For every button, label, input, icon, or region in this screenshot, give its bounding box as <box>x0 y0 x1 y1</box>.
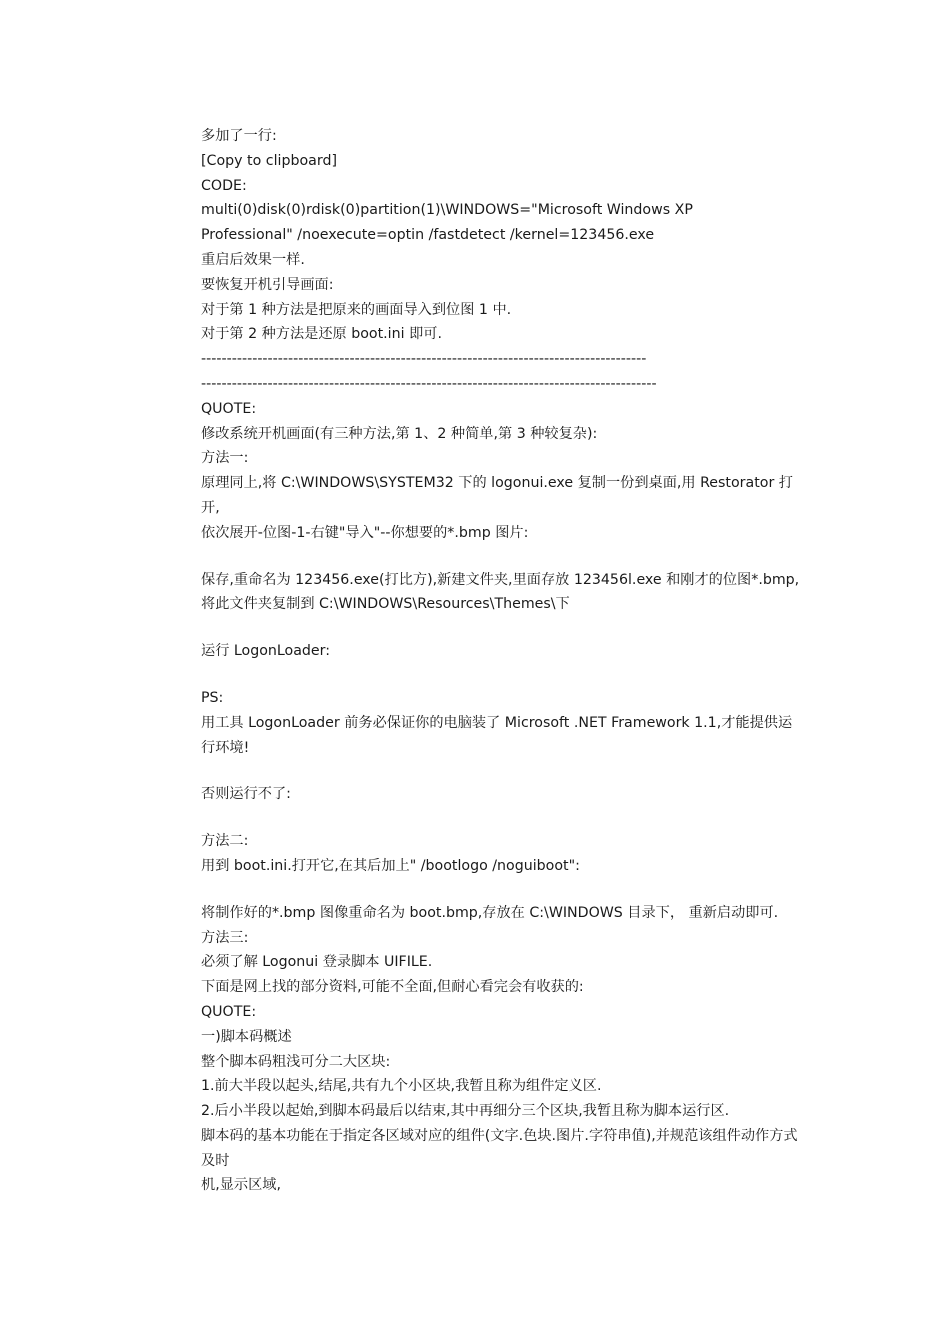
text-line: 行环境! <box>201 739 250 756</box>
blank-line <box>201 664 813 686</box>
text-line: 要恢复开机引导画面: <box>201 276 334 293</box>
blank-line <box>201 617 813 639</box>
text-line: 保存,重命名为 123456.exe(打比方),新建文件夹,里面存放 123456l.exe 和刚才的位图*.bmp, <box>201 571 800 588</box>
section-heading: 方法二: <box>201 833 249 850</box>
blank-line <box>201 546 813 568</box>
document-body <box>201 124 813 1198</box>
text-line: 用工具 LogonLoader 前务必保证你的电脑装了 Microsoft .NET Framework 1.1,才能提供运 <box>201 714 793 731</box>
ps-label: PS: <box>201 689 224 706</box>
text-line: 1.前大半段以起头,结尾,共有九个小区块,我暂且称为组件定义区. <box>201 1078 602 1095</box>
text-line: 重启后效果一样. <box>201 251 305 268</box>
text-line: 及时 <box>201 1152 230 1169</box>
code-line: Professional" /noexecute=optin /fastdetect /kernel=123456.exe <box>201 227 655 244</box>
blank-line <box>201 807 813 829</box>
text-line: 整个脚本码粗浅可分二大区块: <box>201 1053 391 1070</box>
quote-label: QUOTE: <box>201 400 257 417</box>
blank-line <box>201 760 813 782</box>
text-line: 将制作好的*.bmp 图像重命名为 boot.bmp,存放在 C:\WINDOWS 目录下， 重新启动即可. <box>201 904 779 921</box>
text-line: 脚本码的基本功能在于指定各区域对应的组件(文字.色块.图片.字符串值),并规范该组件动作方式 <box>201 1127 798 1144</box>
separator-line: ----------------------------------------------------------------------------------------- <box>201 375 657 392</box>
code-label: CODE: <box>201 177 247 194</box>
text-line: 开, <box>201 499 220 516</box>
text-line: 将此文件夹复制到 C:\WINDOWS\Resources\Themes\下 <box>201 596 570 613</box>
section-heading: 方法一: <box>201 450 249 467</box>
blank-line <box>201 879 813 901</box>
copy-to-clipboard-text: [Copy to clipboard] <box>201 152 337 169</box>
text-line: 一)脚本码概述 <box>201 1028 292 1045</box>
text-line: 依次展开-位图-1-右键"导入"--你想要的*.bmp 图片: <box>201 524 529 541</box>
text-line: 对于第 2 种方法是还原 boot.ini 即可. <box>201 326 442 343</box>
text-line: 2.后小半段以起始,到脚本码最后以结束,其中再细分三个区块,我暂且称为脚本运行区. <box>201 1103 730 1120</box>
code-line: multi(0)disk(0)rdisk(0)partition(1)\WINDOWS="Microsoft Windows XP <box>201 202 693 219</box>
text-line: 运行 LogonLoader: <box>201 643 331 660</box>
text-line: 多加了一行: <box>201 128 277 144</box>
text-line: 下面是网上找的部分资料,可能不全面,但耐心看完会有收获的: <box>201 979 584 996</box>
text-line: 对于第 1 种方法是把原来的画面导入到位图 1 中. <box>201 301 512 318</box>
quote-label: QUOTE: <box>201 1003 257 1020</box>
text-line: 修改系统开机画面(有三种方法,第 1、2 种简单,第 3 种较复杂): <box>201 425 598 442</box>
text-line: 原理同上,将 C:\WINDOWS\SYSTEM32 下的 logonui.exe 复制一份到桌面,用 Restorator 打 <box>201 475 793 492</box>
separator-line: --------------------------------------------------------------------------------------- <box>201 351 647 368</box>
text-line: 否则运行不了: <box>201 786 291 803</box>
section-heading: 方法三: <box>201 929 249 946</box>
text-line: 必须了解 Logonui 登录脚本 UIFILE. <box>201 954 433 971</box>
text-line: 用到 boot.ini.打开它,在其后加上" /bootlogo /noguiboot": <box>201 857 580 874</box>
text-line: 机,显示区域, <box>201 1177 281 1194</box>
